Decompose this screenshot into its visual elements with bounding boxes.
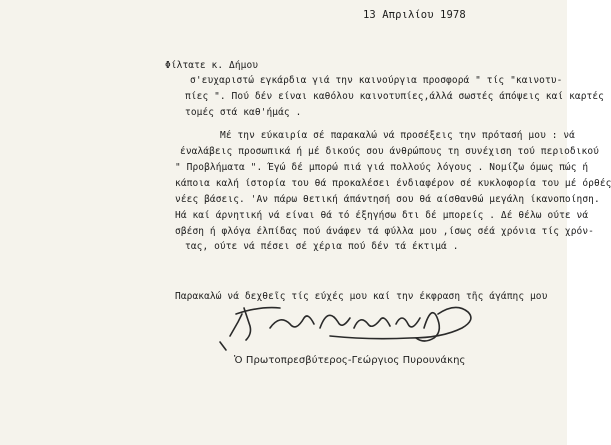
letter-line: σβέση ή φλόγα έλπίδας πού άνάφεν τά φύλλα μου ,ίσως σέά χρόνια τίς χρόν- [175, 226, 595, 237]
letter-line: Παρακαλώ νά δεχθεῖς τίς εύχές μου καί την έκφραση τῆς άγάπης μου [175, 291, 548, 302]
letter-line: " Προβλήματα ". Έγώ δέ μπορώ πιά γιά πολλούς λόγους . Νομίζω όμως πώς ή [175, 162, 589, 173]
letter-line: κάποια καλή ίστορία του θά προκαλέσει ένδιαφέρον σέ κυκλοφορία του μέ όρθές [175, 178, 611, 189]
handwritten-signature [210, 284, 480, 354]
letter-line: σ'ευχαριστώ εγκάρδια γιά την καινούργια προσφορά " τίς "καινοτυ- [190, 75, 563, 86]
letter-line: Ηά καί άρνητική νά είναι θά τό έξηγήσω δτι δέ μπορείς . Δέ θέλω ούτε νά [175, 210, 589, 221]
letter-line: τας, ούτε νά πέσει σέ χέρια πού δέν τά έκτιμά . [185, 241, 459, 252]
letter-line: Μέ την εύκαιρία σέ παρακαλώ νά προσέξεις την πρότασή μου : νά [220, 130, 575, 141]
letter-line: νέες βάσεις. 'Αν πάρω θετική άπάντησή σου θά αίσθανθώ μεγάλη ίκανοποίηση. [175, 194, 600, 205]
letter-date: 13 Απριλίου 1978 [363, 9, 466, 21]
letter-line: τομές στά καθ'ήμάς . [185, 107, 302, 118]
letter-salutation: Φίλτατε κ. Δήμου [165, 60, 259, 71]
signature-line: Ὁ Πρωτοπρεσβύτερος-Γεώργιος Πυρουνάκης [234, 355, 466, 366]
letter-line: έναλάβεις προσωπικά ή μέ δικούς σου άνθρώπους τη συνέχιση τού περιοδικού [180, 146, 600, 157]
letter-line: πίες ". Πού δέν είναι καθόλου καινοτυπίες,άλλά σωστές άπόψεις καί καρτές [185, 91, 605, 102]
